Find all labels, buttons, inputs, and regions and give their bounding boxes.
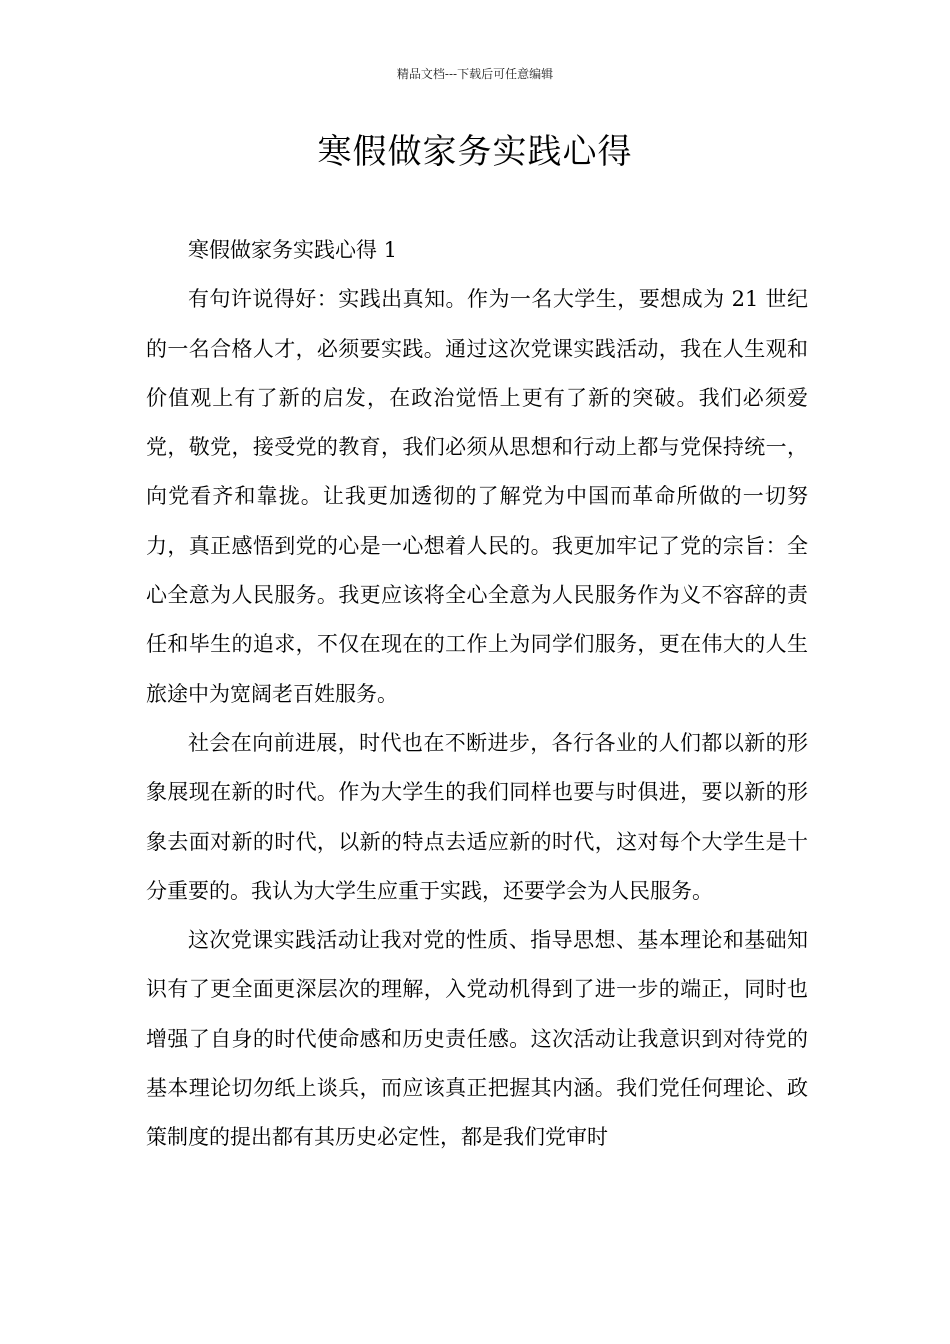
- paragraph: 社会在向前进展，时代也在不断进步，各行各业的人们都以新的形象展现在新的时代。作为大学生的我们同样也要与时俱进，要以新的形象去面对新的时代，以新的特点去适应新的时代，这对每个大学生是十分重要的。我认为大学生应重于实践，还要学会为人民服务。: [146, 730, 808, 903]
- document-body: [146, 226, 808, 1163]
- header-note: 精品文档---下载后可任意编辑: [396, 67, 554, 81]
- document-title: 寒假做家务实践心得: [317, 132, 633, 172]
- paragraph: 这次党课实践活动让我对党的性质、指导思想、基本理论和基础知识有了更全面更深层次的理解，入党动机得到了进一步的端正，同时也增强了自身的时代使命感和历史责任感。这次活动让我意识到对待党的基本理论切勿纸上谈兵，而应该真正把握其内涵。我们党任何理论、政策制度的提出都有其历史必定性，都是我们党审时: [146, 928, 808, 1150]
- paragraph: 有句许说得好：实践出真知。作为一名大学生，要想成为 21 世纪的一名合格人才，必须要实践。通过这次党课实践活动，我在人生观和价值观上有了新的启发，在政治觉悟上更有了新的突破。我们必须爱党，敬党，接受党的教育，我们必须从思想和行动上都与党保持统一，向党看齐和靠拢。让我更加透彻的了解党为中国而革命所做的一切努力，真正感悟到党的心是一心想着人民的。我更加牢记了党的宗旨：全心全意为人民服务。我更应该将全心全意为人民服务作为义不容辞的责任和毕生的追求，不仅在现在的工作上为同学们服务，更在伟大的人生旅途中为宽阔老百姓服务。: [146, 287, 808, 706]
- section-subtitle: 寒假做家务实践心得 1: [188, 238, 398, 262]
